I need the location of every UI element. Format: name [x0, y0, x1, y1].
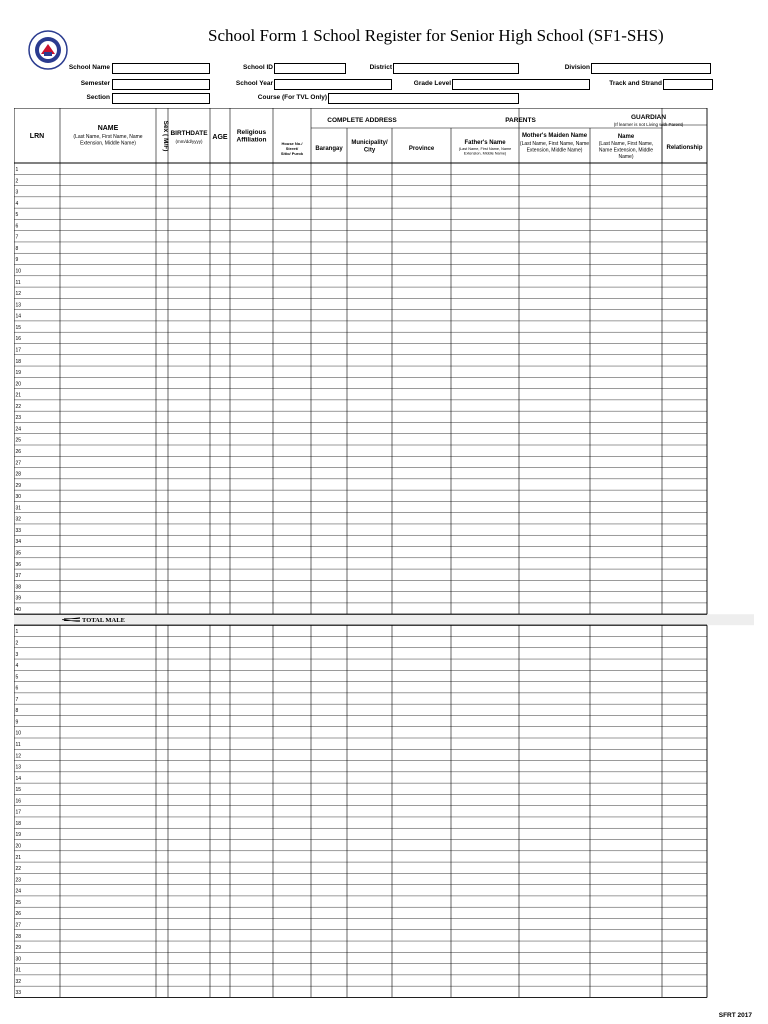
parents-header: PARENTS	[505, 117, 536, 124]
row-number: 38	[15, 584, 22, 591]
relationship-header: Relationship	[666, 145, 703, 151]
father-subheader: (Last Name, First Name, Name	[458, 147, 512, 151]
sex-header: Sex ( M/F)	[162, 120, 169, 152]
barangay-header: Barangay	[315, 146, 343, 152]
row-number: 16	[15, 798, 22, 805]
row-number: 8	[15, 245, 19, 252]
row-number: 7	[15, 696, 19, 703]
row-number: 27	[15, 922, 22, 929]
row-number: 5	[15, 212, 19, 219]
page-title: School Form 1 School Register for Senior High School (SF1-SHS)	[208, 26, 664, 45]
row-number: 30	[15, 956, 22, 963]
name-header: NAME	[97, 125, 119, 132]
row-number: 10	[15, 268, 22, 275]
field-label: Course (For TVL Only)	[257, 94, 327, 101]
row-number: 3	[15, 651, 19, 658]
row-number: 14	[15, 775, 22, 782]
row-number: 12	[15, 753, 22, 760]
row-number: 30	[15, 494, 22, 501]
row-number: 33	[15, 990, 22, 997]
row-number: 31	[15, 505, 22, 512]
total-male-label: TOTAL MALE	[82, 617, 125, 625]
field-label: School ID	[243, 64, 273, 71]
row-number: 17	[15, 347, 22, 354]
field-label: Track and Strand	[609, 80, 662, 87]
form-code: SFRT 2017	[718, 1012, 752, 1019]
row-number: 19	[15, 370, 22, 377]
field-input[interactable]	[591, 63, 711, 74]
row-number: 25	[15, 437, 22, 444]
row-number: 29	[15, 482, 22, 489]
religion-header: Affiliation	[236, 136, 267, 144]
row-number: 28	[15, 471, 22, 478]
house-header: Street/	[285, 146, 299, 151]
field-input[interactable]	[393, 63, 519, 74]
name-subheader: (Last Name, First Name, Name	[73, 134, 143, 140]
row-number: 27	[15, 460, 22, 467]
field-input[interactable]	[112, 79, 210, 90]
row-number: 23	[15, 877, 22, 884]
row-number: 21	[15, 392, 22, 399]
row-number: 32	[15, 978, 22, 985]
row-number: 6	[15, 685, 19, 692]
row-number: 15	[15, 787, 22, 794]
house-header: Sitio/ Purok	[280, 151, 304, 156]
row-number: 24	[15, 426, 22, 433]
birthdate-subheader: (mm/dd/yyyy)	[175, 139, 203, 144]
province-header: Province	[408, 146, 435, 152]
row-number: 21	[15, 854, 22, 861]
father-header: Father's Name	[464, 140, 506, 146]
row-number: 26	[15, 449, 22, 455]
row-number: 6	[15, 223, 19, 230]
field-input[interactable]	[274, 63, 346, 74]
row-number: 19	[15, 832, 22, 839]
row-number: 36	[15, 561, 22, 568]
mother-header: Mother's Maiden Name	[521, 133, 588, 139]
row-number: 2	[15, 178, 19, 185]
field-label: Division	[564, 64, 590, 71]
row-number: 29	[15, 945, 22, 952]
field-label: Semester	[80, 80, 110, 87]
field-label: Section	[86, 94, 110, 101]
row-number: 10	[15, 730, 22, 737]
row-number: 23	[15, 415, 22, 422]
field-input[interactable]	[452, 79, 590, 90]
row-number: 24	[15, 888, 22, 895]
row-number: 25	[15, 899, 22, 906]
row-number: 35	[15, 550, 22, 557]
row-number: 4	[15, 663, 19, 670]
field-label: District	[369, 64, 392, 71]
guardian-name-subheader: Name Extension, Middle	[598, 147, 654, 154]
row-number: 28	[15, 933, 22, 940]
row-number: 7	[15, 234, 19, 241]
house-header: House No./	[281, 141, 303, 146]
address-header: COMPLETE ADDRESS	[327, 117, 397, 124]
guardian-subheader: (If learner is not Living with Parent)	[613, 122, 684, 127]
row-number: 20	[15, 381, 22, 388]
row-number: 18	[15, 820, 22, 827]
religion-header: Religious	[236, 129, 267, 136]
row-number: 2	[15, 640, 19, 647]
total-male-band	[14, 614, 754, 625]
row-number: 34	[15, 539, 22, 546]
row-number: 1	[15, 167, 19, 173]
row-number: 3	[15, 189, 19, 196]
row-number: 40	[15, 606, 22, 613]
field-input[interactable]	[112, 63, 210, 74]
field-label: School Name	[68, 64, 110, 71]
field-label: Grade Level	[413, 80, 451, 87]
row-number: 32	[15, 516, 22, 523]
row-number: 11	[15, 279, 21, 286]
row-number: 33	[15, 527, 22, 534]
guardian-header: GUARDIAN	[630, 114, 667, 121]
row-number: 13	[15, 302, 22, 309]
row-number: 8	[15, 708, 19, 715]
row-number: 18	[15, 358, 22, 365]
row-number: 31	[15, 967, 22, 974]
row-number: 22	[15, 403, 22, 410]
row-number: 12	[15, 291, 22, 298]
row-number: 11	[15, 742, 21, 748]
field-input[interactable]	[112, 93, 210, 104]
row-number: 5	[15, 674, 19, 681]
father-subheader: Extension, Middle Name)	[463, 151, 507, 156]
field-input[interactable]	[663, 79, 713, 90]
deped-seal-icon	[28, 30, 68, 70]
guardian-name-subheader: (Last Name, First Name,	[598, 141, 654, 147]
municipality-header: City	[363, 147, 376, 154]
row-number: 14	[15, 313, 22, 320]
row-number: 1	[15, 629, 19, 636]
field-input[interactable]	[274, 79, 392, 90]
row-number: 37	[15, 573, 22, 580]
lrn-header: LRN	[29, 133, 45, 140]
row-number: 16	[15, 336, 22, 343]
guardian-name-subheader: Name)	[618, 154, 634, 160]
birthdate-header: BIRTHDATE	[170, 130, 208, 137]
row-number: 9	[15, 719, 19, 726]
row-number: 22	[15, 866, 22, 873]
row-number: 39	[15, 595, 22, 602]
row-number: 26	[15, 911, 22, 918]
row-number: 20	[15, 843, 22, 850]
field-label: School Year	[235, 80, 273, 87]
guardian-name-header: Name	[617, 134, 635, 140]
row-number: 4	[15, 200, 19, 207]
row-number: 17	[15, 809, 22, 816]
municipality-header: Municipality/	[351, 140, 388, 146]
name-subheader: Extension, Middle Name)	[80, 140, 136, 147]
mother-subheader: (Last Name, First Name, Name	[519, 141, 590, 147]
row-number: 13	[15, 764, 22, 771]
register-table	[14, 108, 754, 1004]
row-number: 9	[15, 257, 19, 264]
age-header: AGE	[212, 134, 228, 141]
row-number: 15	[15, 324, 22, 331]
field-input[interactable]	[328, 93, 519, 104]
mother-subheader: Extension, Middle Name)	[526, 147, 583, 154]
